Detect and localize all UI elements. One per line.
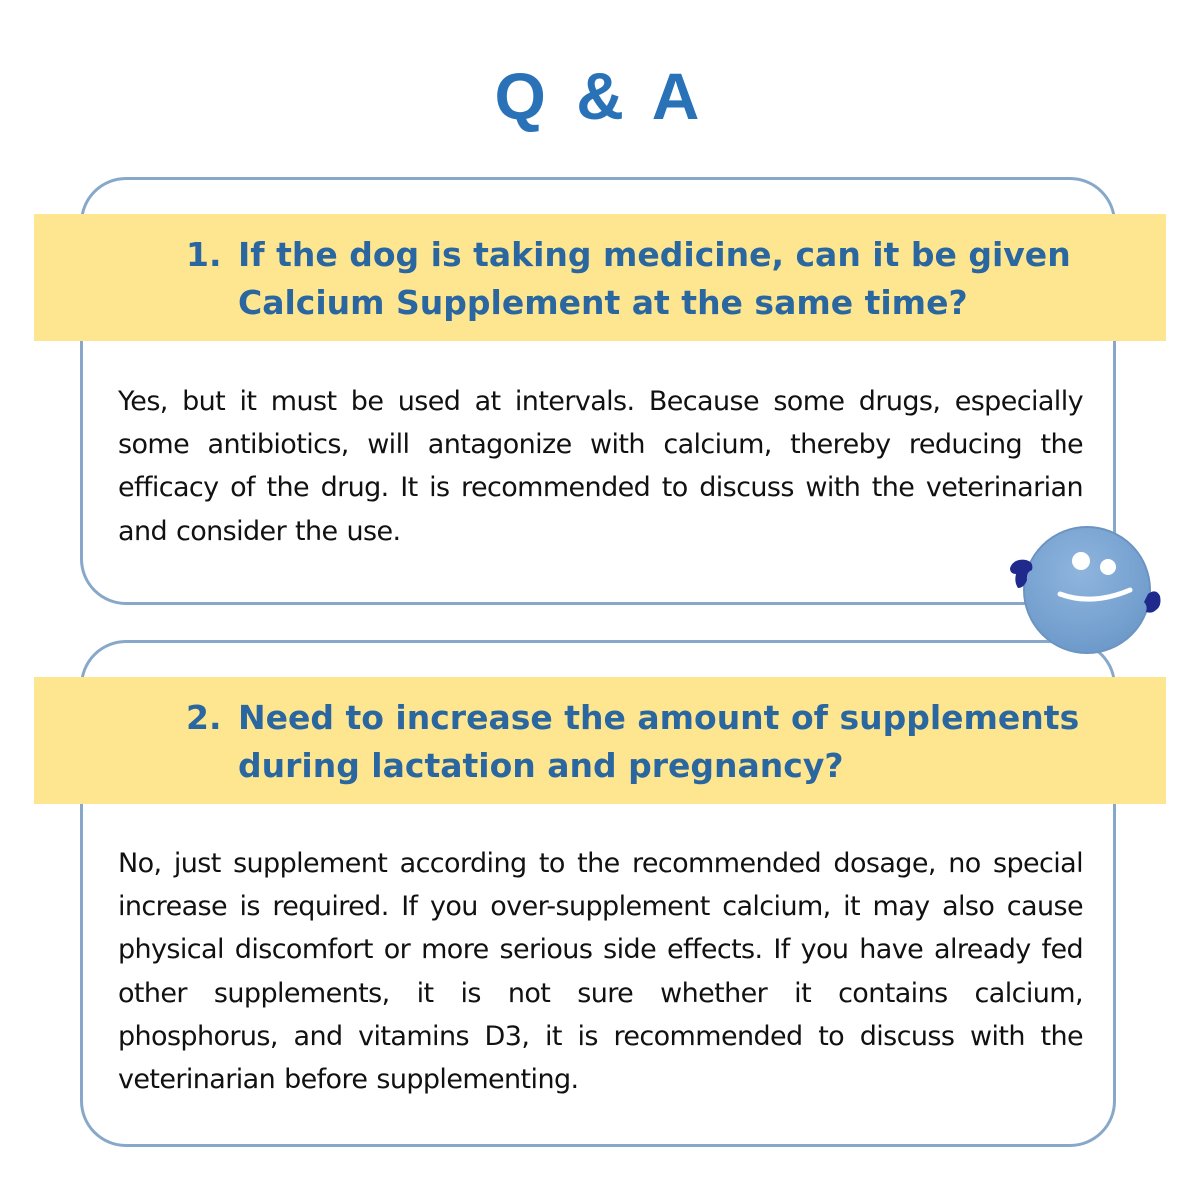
answer-2: No, just supplement according to the recommended dosage, no special increase is required. If you over-supplement calcium, it may also cause physical discomfort or more serious side effects. If you have already fed other supplements, it is not sure whether it contains calcium, phosphorus, and vitamins D3, it is recommended to discuss with the veterinarian before supplementing. xyxy=(118,848,1083,1096)
question-1 xyxy=(186,231,1086,327)
question-number: 1. xyxy=(186,235,222,274)
question-2 xyxy=(186,694,1086,790)
question-text: Need to increase the amount of supplements during lactation and pregnancy? xyxy=(238,698,1080,785)
question-text: If the dog is taking medicine, can it be given Calcium Supplement at the same time? xyxy=(238,235,1071,322)
smiley-face-mascot-icon xyxy=(1000,522,1170,662)
answer-1: Yes, but it must be used at intervals. Because some drugs, especially some antibiotics, will antagonize with calcium, thereby reducing the efficacy of the drug. It is recommended to discuss with the veterinarian and consider the use. xyxy=(118,386,1083,547)
page-title: Q & A xyxy=(494,59,706,133)
question-number: 2. xyxy=(186,698,222,737)
